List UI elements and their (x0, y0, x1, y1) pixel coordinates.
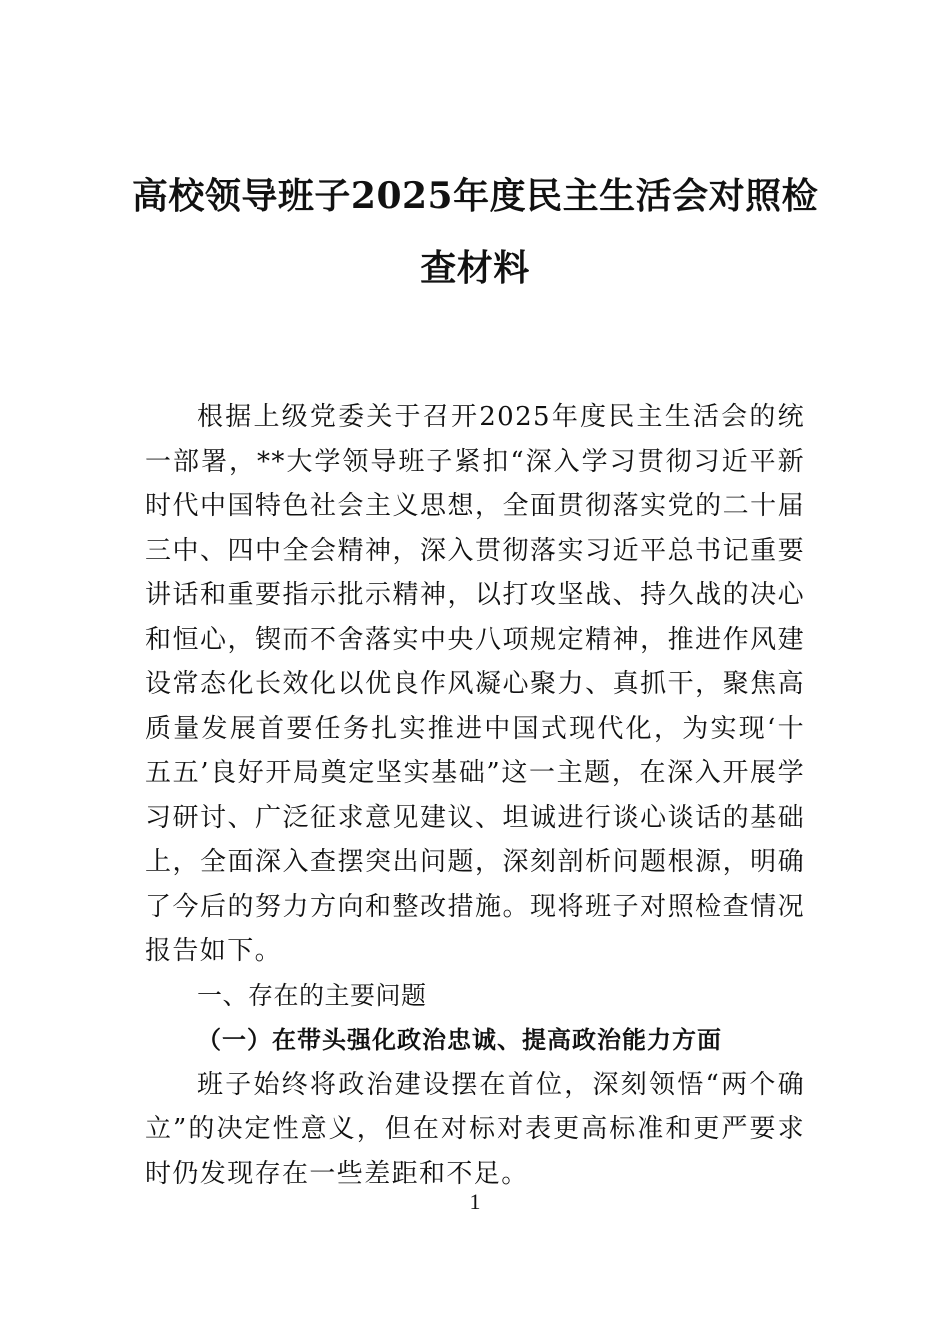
document-title (120, 160, 830, 304)
page-number: 1 (469, 1189, 481, 1214)
document-body (145, 395, 805, 1196)
title-line-2: 查材料 (420, 247, 530, 289)
section-heading: 一、存在的主要问题 (197, 980, 427, 1010)
section-paragraph: 班子始终将政治建设摆在首位，深刻领悟“两个确立”的决定性意义，但在对标对表更高标准和更严要求时仍发现存在一些差距和不足。 (145, 1069, 805, 1189)
title-line-1: 高校领导班子2025年度民主生活会对照检 (131, 175, 819, 217)
intro-paragraph: 根据上级党委关于召开2025年度民主生活会的统一部署，**大学领导班子紧扣“深入学习贯彻习近平新时代中国特色社会主义思想，全面贯彻落实党的二十届三中、四中全会精神，深入贯彻落实习近平总书记重要讲话和重要指示批示精神，以打攻坚战、持久战的决心和恒心，锲而不舍落实中央八项规定精神，推进作风建设常态化长效化以优良作风凝心聚力、真抓干，聚焦高质量发展首要任务扎实推进中国式现代化，为实现‘十五五’良好开局奠定坚实基础”这一主题，在深入开展学习研讨、广泛征求意见建议、坦诚进行谈心谈话的基础上，全面深入查摆突出问题，深刻剖析问题根源，明确了今后的努力方向和整改措施。现将班子对照检查情况报告如下。 (145, 402, 805, 966)
subsection-heading: （一）在带头强化政治忠诚、提高政治能力方面 (197, 1025, 722, 1054)
